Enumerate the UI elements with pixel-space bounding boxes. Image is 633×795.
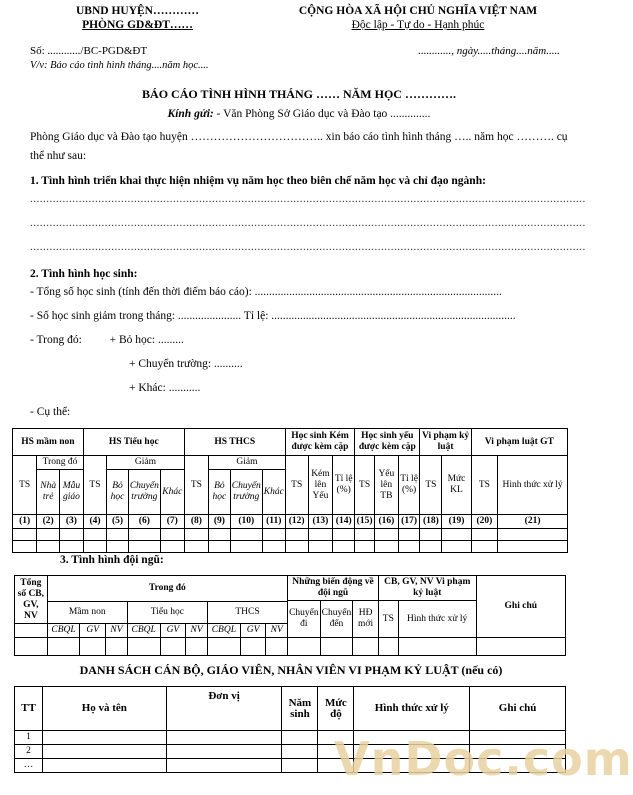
col-number: (16) [375, 515, 399, 529]
subject-line: V/v: Báo cáo tình hình tháng....năm học.... [30, 60, 209, 71]
col-header: GV [80, 624, 106, 638]
group-traffic-violation: Vi phạm luật GT [471, 429, 567, 456]
watermark-logo: VnDoc.com [334, 732, 633, 786]
recipient-value: - Văn Phòng Sở Giáo dục và Đào tạo .............. [213, 108, 431, 120]
student-statistics-table [12, 428, 568, 553]
col-number: (19) [442, 515, 471, 529]
table-row[interactable] [15, 638, 566, 656]
col-header: Ghi chú [470, 687, 566, 731]
col-header: TS [420, 456, 442, 515]
row-number: 1 [15, 731, 43, 745]
group-primary: HS Tiểu học [83, 429, 184, 456]
col-header: Năm sinh [282, 687, 318, 731]
col-header: Chuyển đến [320, 601, 353, 638]
group-preschool: HS mầm non [13, 429, 84, 456]
col-header: TS [378, 601, 398, 638]
level-preschool: Mầm non [47, 602, 127, 624]
total-staff-header: Tổng số CB, GV, NV [15, 576, 48, 624]
col-header: Mức KL [442, 456, 471, 515]
col-header: GV [160, 624, 186, 638]
col-header: Bỏ học [209, 470, 231, 515]
col-header: Chuyển trường [128, 470, 160, 515]
col-header: Họ và tên [42, 687, 166, 731]
report-title: BÁO CÁO TÌNH HÌNH THÁNG …… NĂM HỌC …………. [142, 87, 456, 101]
col-header: Mức độ [318, 687, 354, 731]
breakdown-line [30, 328, 568, 352]
fill-line-1: ........................................................................................................................................................................... [30, 193, 586, 205]
col-header: Khác [262, 470, 285, 515]
col-number: (18) [420, 515, 442, 529]
total-students-line: - Tổng số học sinh (tính đến thời điểm báo cáo): ...................................................................................... [30, 286, 502, 298]
col-number: (8) [184, 515, 208, 529]
col-header: Hình thức xử lý [354, 687, 470, 731]
row-number: 2 [15, 745, 43, 759]
col-number: (11) [262, 515, 285, 529]
col-header: Hình thức xử lý [498, 456, 568, 515]
level-secondary: THCS [207, 602, 287, 624]
changes-header: Những biến động về đội ngũ [288, 576, 379, 601]
subgroup-header: Giảm [209, 456, 286, 470]
col-number: (2) [37, 515, 60, 529]
col-number: (12) [285, 515, 308, 529]
col-number: (5) [107, 515, 129, 529]
col-header: Kém lên Yếu [308, 456, 333, 515]
col-header: NV [186, 624, 208, 638]
detail-label: - Cụ thể: [30, 406, 71, 418]
subgroup-header: Trong đó [37, 456, 84, 470]
level-primary: Tiểu học [127, 602, 207, 624]
transfer-line: + Chuyển trường: .......... [129, 358, 243, 370]
group-discipline: Vi phạm kỷ luật [420, 429, 471, 456]
col-header: Tỉ lệ (%) [398, 456, 420, 515]
recipient-line [30, 108, 568, 120]
col-number: (3) [60, 515, 84, 529]
col-header: CBQL [47, 624, 80, 638]
col-header: Chuyển trường [230, 470, 262, 515]
table-row[interactable] [13, 529, 568, 541]
col-header: Mẫu giáo [60, 470, 84, 515]
col-number: (9) [209, 515, 231, 529]
col-header: GV [240, 624, 266, 638]
document-number: Số: ............/BC-PGD&ĐT [30, 45, 148, 57]
issuer-block [30, 4, 245, 32]
col-header: Hình thức xử lý [398, 601, 476, 638]
other-line: + Khác: ........... [129, 382, 201, 394]
col-header: NV [266, 624, 288, 638]
dropout-line: + Bỏ học: ......... [109, 334, 184, 346]
issuer-line1: UBND HUYỆN………… [76, 5, 199, 17]
col-number: (21) [498, 515, 568, 529]
violation-list-title: DANH SÁCH CÁN BỘ, GIÁO VIÊN, NHÂN VIÊN VI PHẠM KỶ LUẬT (nếu có) [79, 663, 503, 677]
col-number: (14) [333, 515, 355, 529]
col-header: TS [13, 456, 37, 515]
breakdown-label: - Trong đó: [30, 334, 82, 346]
col-header: Chuyển đi [288, 601, 321, 638]
col-header: TS [184, 456, 208, 515]
col-header: TS [83, 456, 106, 515]
col-header: Đơn vị [166, 687, 282, 731]
national-name: CỘNG HÒA XÃ HỘI CHỦ NGHĨA VIỆT NAM [298, 5, 538, 17]
col-header: Khác [160, 470, 184, 515]
staff-table [14, 575, 566, 656]
col-number: (6) [128, 515, 160, 529]
col-header: Nhà trẻ [37, 470, 60, 515]
col-number: (17) [398, 515, 420, 529]
col-header: CBQL [127, 624, 160, 638]
col-header: TS [285, 456, 308, 515]
row-number: … [15, 759, 43, 773]
col-header: CBQL [207, 624, 240, 638]
fill-line-2: ........................................................................................................................................................................... [30, 217, 586, 229]
col-number: (10) [230, 515, 262, 529]
col-number: (20) [471, 515, 497, 529]
reference-line [30, 45, 568, 57]
recipient-label: Kính gửi: [167, 108, 214, 120]
col-header: TS [471, 456, 497, 515]
section-2-heading: 2. Tình hình học sinh: [30, 268, 138, 280]
violations-header: CB, GV, NV Vi phạm kỷ luật [378, 576, 476, 601]
col-number: (4) [83, 515, 106, 529]
group-poor-tutored: Học sinh yếu được kèm cặp [355, 429, 420, 456]
col-number: (1) [13, 515, 37, 529]
col-header: Bỏ học [107, 470, 129, 515]
motto: Độc lập - Tự do - Hạnh phúc [351, 19, 485, 31]
col-header: HĐ mới [353, 601, 379, 638]
section-3-heading: 3. Tình hình đội ngũ: [60, 554, 164, 566]
intro-paragraph: Phòng Giáo dục và Đào tạo huyện …………………………….. xin báo cáo tình hình tháng ….. năm học ………. cụ thể như sau: [30, 131, 568, 162]
issuer-line2: PHÒNG GD&ĐT…… [82, 19, 193, 31]
subgroup-header: Giảm [107, 456, 185, 470]
col-header: Yếu lên TB [375, 456, 399, 515]
group-weak-tutored: Học sinh Kém được kèm cặp [285, 429, 354, 456]
breakdown-header: Trong đó [47, 576, 287, 602]
decrease-line: - Số học sinh giảm trong tháng: ...................... Tỉ lệ: ..................................................................................... [30, 310, 516, 322]
col-number: (13) [308, 515, 333, 529]
document-date: ............, ngày.....tháng....năm..... [418, 45, 560, 57]
col-header: TT [15, 687, 43, 731]
col-number: (7) [160, 515, 184, 529]
notes-header: Ghi chú [476, 576, 565, 638]
col-header: TS [355, 456, 375, 515]
col-header: Tỉ lệ (%) [333, 456, 355, 515]
fill-line-3: ........................................................................................................................................................................... [30, 241, 586, 253]
col-number: (15) [355, 515, 375, 529]
table-row[interactable] [13, 541, 568, 553]
col-header: NV [106, 624, 128, 638]
document-header [30, 0, 568, 32]
section-1-heading: 1. Tình hình triển khai thực hiện nhiệm vụ năm học theo biên chế năm học và chỉ đạo ngành: [30, 175, 486, 187]
national-motto-block [268, 4, 568, 32]
group-secondary: HS THCS [184, 429, 285, 456]
